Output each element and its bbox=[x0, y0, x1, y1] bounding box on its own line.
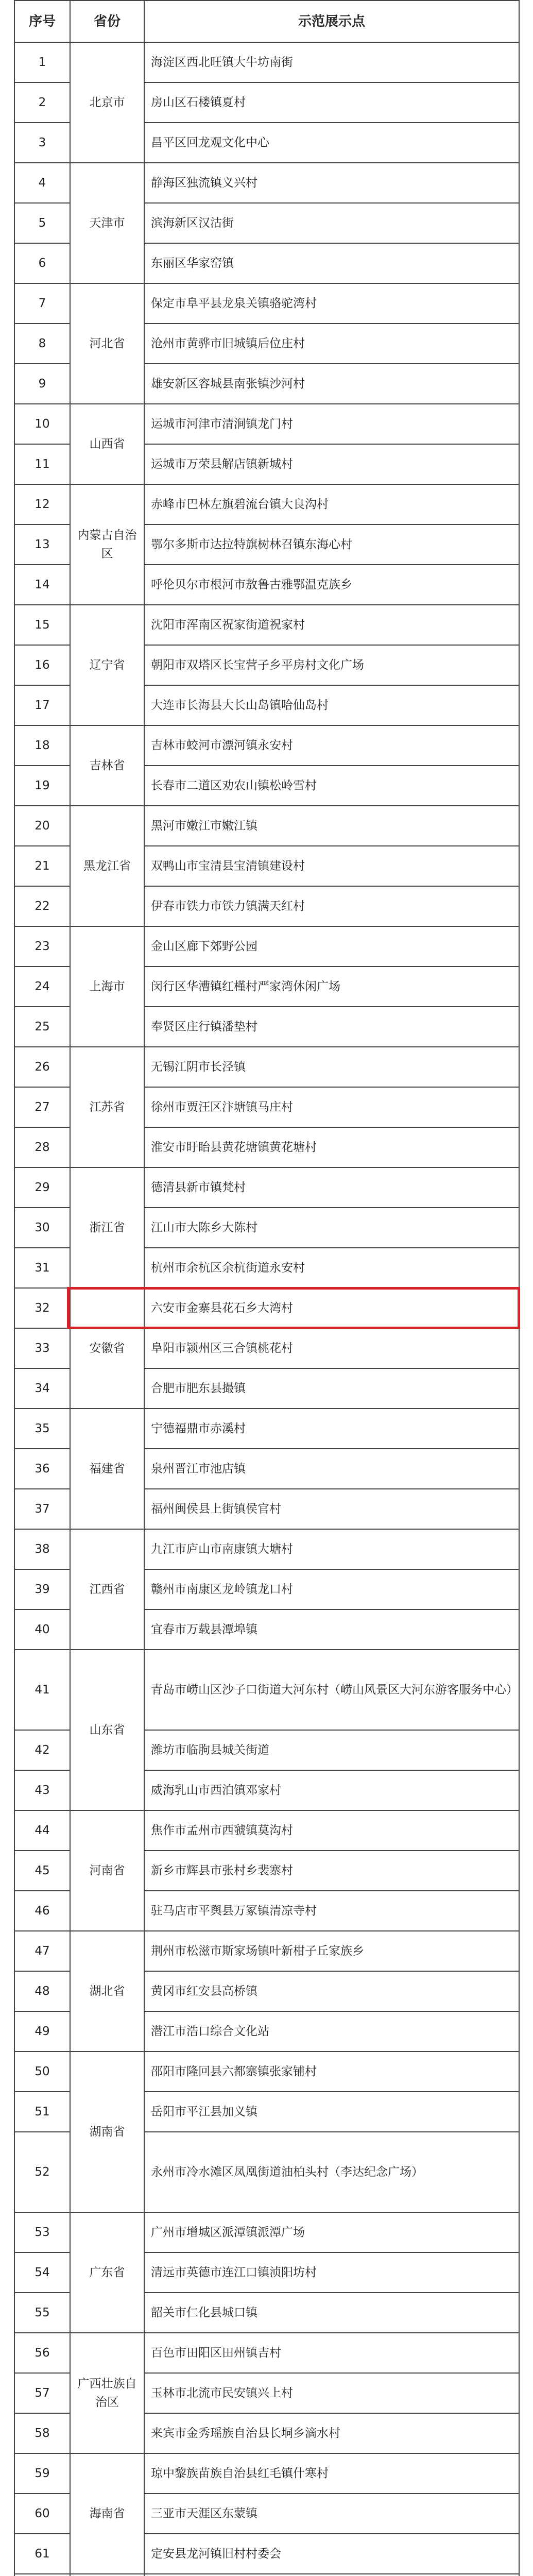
site-cell: 淮安市盱眙县黄花塘镇黄花塘村 bbox=[144, 1127, 519, 1167]
row-index: 61 bbox=[14, 2534, 70, 2574]
row-index: 53 bbox=[14, 2212, 70, 2252]
site-cell: 威海乳山市西泊镇邓家村 bbox=[144, 1770, 519, 1810]
site-cell: 驻马店市平舆县万冢镇清凉寺村 bbox=[144, 1891, 519, 1931]
province-cell bbox=[70, 2574, 144, 2576]
province-cell: 黑龙江省 bbox=[70, 806, 144, 926]
row-index: 32 bbox=[14, 1288, 70, 1328]
province-cell: 广西壮族自治区 bbox=[70, 2333, 144, 2453]
province-cell: 辽宁省 bbox=[70, 605, 144, 725]
row-index: 34 bbox=[14, 1368, 70, 1409]
site-cell: 滨海新区汉沽街 bbox=[144, 203, 519, 243]
row-index: 20 bbox=[14, 806, 70, 846]
site-cell: 运城市万荣县解店镇新城村 bbox=[144, 444, 519, 484]
row-index: 4 bbox=[14, 163, 70, 203]
row-index: 56 bbox=[14, 2333, 70, 2373]
site-cell: 双鸭山市宝清县宝清镇建设村 bbox=[144, 846, 519, 886]
table-row bbox=[14, 725, 519, 766]
site-cell: 海淀区西北旺镇大牛坊南街 bbox=[144, 42, 519, 82]
table-row bbox=[14, 1288, 519, 1328]
table-row bbox=[14, 926, 519, 967]
table-row bbox=[14, 1529, 519, 1569]
row-index: 14 bbox=[14, 565, 70, 605]
table-row bbox=[14, 2052, 519, 2092]
table-row bbox=[14, 2212, 519, 2252]
row-index: 39 bbox=[14, 1569, 70, 1609]
site-cell: 清远市英德市连江口镇浈阳坊村 bbox=[144, 2252, 519, 2293]
table-row bbox=[14, 163, 519, 203]
site-cell: 伊春市铁力市铁力镇满天红村 bbox=[144, 886, 519, 926]
row-index: 43 bbox=[14, 1770, 70, 1810]
row-index: 51 bbox=[14, 2092, 70, 2132]
site-cell: 徐州市贾汪区汴塘镇马庄村 bbox=[144, 1087, 519, 1127]
site-cell: 三亚市天涯区东蒙镇 bbox=[144, 2494, 519, 2534]
site-cell: 长春市二道区劝农山镇松岭雪村 bbox=[144, 766, 519, 806]
site-cell bbox=[144, 2574, 519, 2576]
table-row bbox=[14, 2453, 519, 2494]
province-cell: 福建省 bbox=[70, 1409, 144, 1529]
row-index: 55 bbox=[14, 2293, 70, 2333]
row-index: 28 bbox=[14, 1127, 70, 1167]
province-cell: 山东省 bbox=[70, 1650, 144, 1810]
site-cell: 阜阳市颍州区三合镇桃花村 bbox=[144, 1328, 519, 1368]
row-index: 50 bbox=[14, 2052, 70, 2092]
row-index: 52 bbox=[14, 2132, 70, 2212]
province-cell: 广东省 bbox=[70, 2212, 144, 2333]
province-cell: 河北省 bbox=[70, 283, 144, 404]
site-cell: 泉州晋江市池店镇 bbox=[144, 1449, 519, 1489]
table-row bbox=[14, 283, 519, 324]
header-index: 序号 bbox=[14, 1, 70, 42]
site-cell: 金山区廊下郊野公园 bbox=[144, 926, 519, 967]
site-cell: 无锡江阴市长泾镇 bbox=[144, 1047, 519, 1087]
row-index: 11 bbox=[14, 444, 70, 484]
site-cell: 福州闽侯县上街镇侯官村 bbox=[144, 1489, 519, 1529]
table-row bbox=[14, 1047, 519, 1087]
row-index: 24 bbox=[14, 967, 70, 1007]
row-index: 48 bbox=[14, 1971, 70, 2011]
table-row bbox=[14, 1167, 519, 1208]
row-index: 3 bbox=[14, 123, 70, 163]
row-index: 36 bbox=[14, 1449, 70, 1489]
province-cell: 浙江省 bbox=[70, 1167, 144, 1288]
table-row bbox=[14, 484, 519, 524]
site-cell: 运城市河津市清涧镇龙门村 bbox=[144, 404, 519, 444]
row-index: 37 bbox=[14, 1489, 70, 1529]
table-row bbox=[14, 806, 519, 846]
province-cell: 湖北省 bbox=[70, 1931, 144, 2052]
row-index: 15 bbox=[14, 605, 70, 645]
row-index: 1 bbox=[14, 42, 70, 82]
row-index: 58 bbox=[14, 2413, 70, 2453]
row-index: 54 bbox=[14, 2252, 70, 2293]
row-index: 21 bbox=[14, 846, 70, 886]
row-index: 49 bbox=[14, 2011, 70, 2052]
province-cell: 河南省 bbox=[70, 1810, 144, 1931]
table-row bbox=[14, 2574, 519, 2576]
row-index: 18 bbox=[14, 725, 70, 766]
table-body bbox=[14, 42, 519, 2576]
site-cell: 江山市大陈乡大陈村 bbox=[144, 1208, 519, 1248]
province-cell: 海南省 bbox=[70, 2453, 144, 2574]
site-cell: 保定市阜平县龙泉关镇骆驼湾村 bbox=[144, 283, 519, 324]
province-cell: 北京市 bbox=[70, 42, 144, 163]
site-cell: 合肥市肥东县撮镇 bbox=[144, 1368, 519, 1409]
site-cell: 奉贤区庄行镇潘垫村 bbox=[144, 1007, 519, 1047]
row-index: 17 bbox=[14, 685, 70, 725]
site-cell: 吉林市蛟河市漂河镇永安村 bbox=[144, 725, 519, 766]
site-cell: 黑河市嫩江市嫩江镇 bbox=[144, 806, 519, 846]
demo-sites-table bbox=[14, 0, 520, 2576]
site-cell: 潜江市浩口综合文化站 bbox=[144, 2011, 519, 2052]
row-index: 47 bbox=[14, 1931, 70, 1971]
row-index: 2 bbox=[14, 82, 70, 123]
site-cell: 潍坊市临朐县城关街道 bbox=[144, 1730, 519, 1770]
site-cell: 韶关市仁化县城口镇 bbox=[144, 2293, 519, 2333]
province-cell: 天津市 bbox=[70, 163, 144, 283]
row-index: 10 bbox=[14, 404, 70, 444]
site-cell: 邵阳市隆回县六都寨镇张家铺村 bbox=[144, 2052, 519, 2092]
row-index: 44 bbox=[14, 1810, 70, 1851]
site-cell: 定安县龙河镇旧村村委会 bbox=[144, 2534, 519, 2574]
site-cell: 赤峰市巴林左旗碧流台镇大良沟村 bbox=[144, 484, 519, 524]
table-row bbox=[14, 1409, 519, 1449]
site-cell: 百色市田阳区田州镇吉村 bbox=[144, 2333, 519, 2373]
row-index bbox=[14, 2574, 70, 2576]
row-index: 31 bbox=[14, 1248, 70, 1288]
table-row bbox=[14, 605, 519, 645]
row-index: 59 bbox=[14, 2453, 70, 2494]
province-cell: 内蒙古自治区 bbox=[70, 484, 144, 605]
site-cell: 六安市金寨县花石乡大湾村 bbox=[144, 1288, 519, 1328]
province-cell: 安徽省 bbox=[70, 1288, 144, 1409]
header-site: 示范展示点 bbox=[144, 1, 519, 42]
site-cell: 房山区石楼镇夏村 bbox=[144, 82, 519, 123]
province-cell: 上海市 bbox=[70, 926, 144, 1047]
table-row bbox=[14, 42, 519, 82]
site-cell: 闵行区华漕镇红槿村严家湾休闲广场 bbox=[144, 967, 519, 1007]
site-cell: 杭州市余杭区余杭街道永安村 bbox=[144, 1248, 519, 1288]
site-cell: 雄安新区容城县南张镇沙河村 bbox=[144, 364, 519, 404]
row-index: 25 bbox=[14, 1007, 70, 1047]
site-cell: 宜春市万载县潭埠镇 bbox=[144, 1609, 519, 1650]
site-cell: 沧州市黄骅市旧城镇后位庄村 bbox=[144, 324, 519, 364]
site-cell: 昌平区回龙观文化中心 bbox=[144, 123, 519, 163]
site-cell: 焦作市孟州市西虢镇莫沟村 bbox=[144, 1810, 519, 1851]
row-index: 19 bbox=[14, 766, 70, 806]
row-index: 27 bbox=[14, 1087, 70, 1127]
row-index: 57 bbox=[14, 2373, 70, 2413]
site-cell: 宁德福鼎市赤溪村 bbox=[144, 1409, 519, 1449]
site-cell: 永州市冷水滩区凤凰街道油柏头村（李达纪念广场） bbox=[144, 2132, 519, 2212]
row-index: 22 bbox=[14, 886, 70, 926]
header-province: 省份 bbox=[70, 1, 144, 42]
table-row bbox=[14, 2333, 519, 2373]
site-cell: 沈阳市浑南区祝家街道祝家村 bbox=[144, 605, 519, 645]
row-index: 46 bbox=[14, 1891, 70, 1931]
row-index: 5 bbox=[14, 203, 70, 243]
row-index: 16 bbox=[14, 645, 70, 685]
row-index: 41 bbox=[14, 1650, 70, 1730]
site-cell: 朝阳市双塔区长宝营子乡平房村文化广场 bbox=[144, 645, 519, 685]
table-row bbox=[14, 1650, 519, 1730]
row-index: 33 bbox=[14, 1328, 70, 1368]
row-index: 30 bbox=[14, 1208, 70, 1248]
site-cell: 广州市增城区派潭镇派潭广场 bbox=[144, 2212, 519, 2252]
row-index: 42 bbox=[14, 1730, 70, 1770]
row-index: 38 bbox=[14, 1529, 70, 1569]
site-cell: 鄂尔多斯市达拉特旗树林召镇东海心村 bbox=[144, 524, 519, 565]
site-cell: 德清县新市镇梵村 bbox=[144, 1167, 519, 1208]
province-cell: 湖南省 bbox=[70, 2052, 144, 2212]
row-index: 45 bbox=[14, 1851, 70, 1891]
site-cell: 东丽区华家窑镇 bbox=[144, 243, 519, 283]
row-index: 26 bbox=[14, 1047, 70, 1087]
site-cell: 玉林市北流市民安镇兴上村 bbox=[144, 2373, 519, 2413]
province-cell: 江苏省 bbox=[70, 1047, 144, 1167]
table-row bbox=[14, 404, 519, 444]
table-row bbox=[14, 1810, 519, 1851]
site-cell: 琼中黎族苗族自治县红毛镇什寒村 bbox=[144, 2453, 519, 2494]
province-cell: 吉林省 bbox=[70, 725, 144, 806]
row-index: 8 bbox=[14, 324, 70, 364]
table-row bbox=[14, 1931, 519, 1971]
header-row bbox=[14, 1, 519, 42]
row-index: 6 bbox=[14, 243, 70, 283]
row-index: 60 bbox=[14, 2494, 70, 2534]
site-cell: 黄冈市红安县高桥镇 bbox=[144, 1971, 519, 2011]
site-cell: 来宾市金秀瑶族自治县长垌乡滴水村 bbox=[144, 2413, 519, 2453]
province-cell: 江西省 bbox=[70, 1529, 144, 1650]
row-index: 7 bbox=[14, 283, 70, 324]
row-index: 40 bbox=[14, 1609, 70, 1650]
site-cell: 静海区独流镇义兴村 bbox=[144, 163, 519, 203]
site-cell: 岳阳市平江县加义镇 bbox=[144, 2092, 519, 2132]
row-index: 13 bbox=[14, 524, 70, 565]
row-index: 12 bbox=[14, 484, 70, 524]
site-cell: 九江市庐山市南康镇大塘村 bbox=[144, 1529, 519, 1569]
row-index: 29 bbox=[14, 1167, 70, 1208]
site-cell: 青岛市崂山区沙子口街道大河东村（崂山风景区大河东游客服务中心） bbox=[144, 1650, 519, 1730]
site-cell: 新乡市辉县市张村乡裴寨村 bbox=[144, 1851, 519, 1891]
row-index: 9 bbox=[14, 364, 70, 404]
site-cell: 赣州市南康区龙岭镇龙口村 bbox=[144, 1569, 519, 1609]
site-cell: 大连市长海县大长山岛镇哈仙岛村 bbox=[144, 685, 519, 725]
row-index: 35 bbox=[14, 1409, 70, 1449]
province-cell: 山西省 bbox=[70, 404, 144, 484]
row-index: 23 bbox=[14, 926, 70, 967]
site-cell: 荆州市松滋市斯家场镇叶新柑子丘家族乡 bbox=[144, 1931, 519, 1971]
site-cell: 呼伦贝尔市根河市敖鲁古雅鄂温克族乡 bbox=[144, 565, 519, 605]
